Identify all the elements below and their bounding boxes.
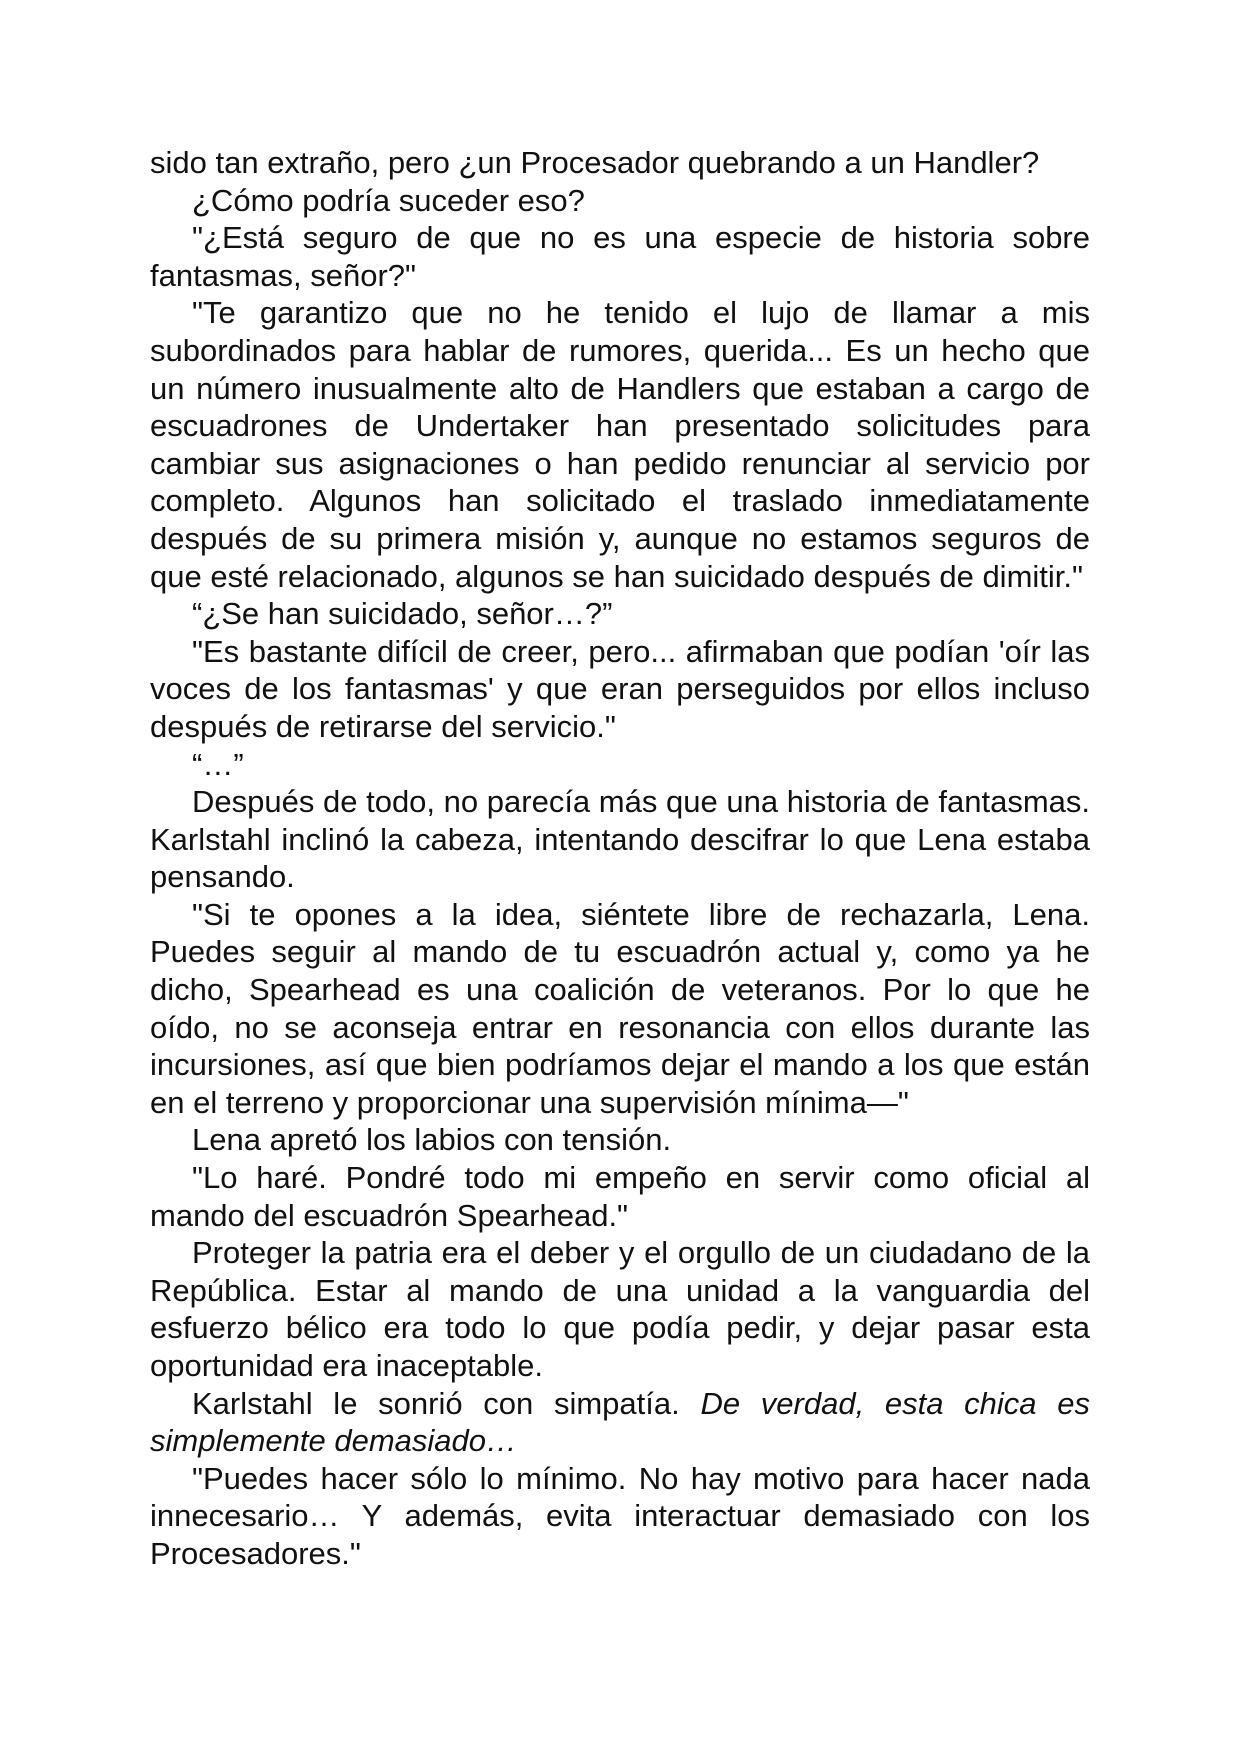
document-page [150,144,1090,1573]
paragraph-text: Karlstahl le sonrió con simpatía. [192,1385,701,1421]
paragraph: "¿Está seguro de que no es una especie de historia sobre fantasmas, señor?" [150,220,1090,293]
paragraph [150,1385,1090,1460]
italic-thought: De verdad, esta chica es simplemente demasiado… [150,1385,1090,1459]
paragraph: ¿Cómo podría suceder eso? [192,182,585,218]
paragraph: sido tan extraño, pero ¿un Procesador quebrando a un Handler? [150,145,1040,180]
paragraph: Después de todo, no parecía más que una historia de fantasmas. Karlstahl inclinó la cabeza, intentando descifrar lo que Lena estaba pensando. [150,784,1090,895]
paragraph: "Te garantizo que no he tenido el lujo de llamar a mis subordinados para hablar de rumores, querida... Es un hecho que un número inusualmente alto de Handlers que estaban a cargo de escuadrones de Undertaker han presentado solicitudes para cambiar sus asignaciones o han pedido renunciar al servicio por completo. Algunos han solicitado el traslado inmediatamente después de su primera misión y, aunque no estamos seguros de que esté relacionado, algunos se han suicidado después de dimitir." [150,295,1090,594]
paragraph: "Lo haré. Pondré todo mi empeño en servir como oficial al mando del escuadrón Spearhead." [150,1160,1090,1233]
paragraph: "Puedes hacer sólo lo mínimo. No hay motivo para hacer nada innecesario… Y además, evita interactuar demasiado con los Procesadores." [150,1460,1090,1571]
paragraph: "Es bastante difícil de creer, pero... afirmaban que podían 'oír las voces de los fantasmas' y que eran perseguidos por ellos incluso después de retirarse del servicio." [150,633,1090,744]
paragraph: "Si te opones a la idea, siéntete libre de rechazarla, Lena. Puedes seguir al mando de tu escuadrón actual y, como ya he dicho, Spearhead es una coalición de veteranos. Por lo que he oído, no se aconseja entrar en resonancia con ellos durante las incursiones, así que bien podríamos dejar el mando a los que están en el terreno y proporcionar una supervisión mínima—" [150,896,1090,1120]
paragraph: “…” [192,746,244,782]
paragraph: “¿Se han suicidado, señor…?” [192,596,613,632]
paragraph: Lena apretó los labios con tensión. [192,1122,672,1158]
paragraph: Proteger la patria era el deber y el orgullo de un ciudadano de la República. Estar al mando de una unidad a la vanguardia del esfuerzo bélico era todo lo que podía pedir, y dejar pasar esta oportunidad era inaceptable. [150,1235,1090,1383]
